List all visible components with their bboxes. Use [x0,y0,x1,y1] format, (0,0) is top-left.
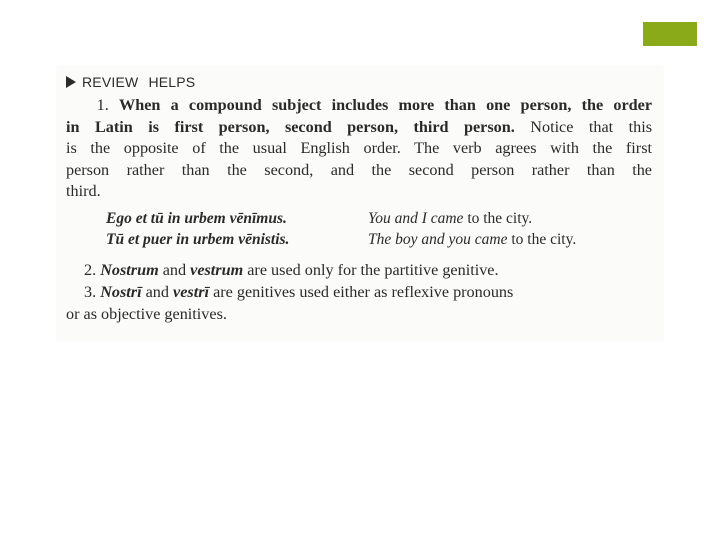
point-3-number: 3. [84,283,97,301]
point-3-line-2: or as objective genitives. [66,304,227,323]
point-3-line-1: 3. Nostrī and vestrī are genitives used either as reflexive pronouns [84,283,514,301]
point-2-paragraph: 2. Nostrum and vestrum are used only for the partitive genitive. [84,261,499,279]
point-1-line-1 [66,95,652,117]
point-1-line-2 [66,117,652,139]
point-3-rest: are genitives used either as reflexive pronouns [213,283,514,301]
point-3-term-nostri: Nostrī [100,283,142,301]
point-2-term-vestrum: vestrum [190,261,244,279]
header-word-helps: HELPS [148,74,196,90]
point-2-rest: are used only for the partitive genitive. [247,261,499,279]
example-english: You and I came to the city. [368,210,533,227]
review-helps-header [66,74,195,90]
point-2-term-nostrum: Nostrum [100,261,159,279]
point-1-number: 1. [96,96,109,114]
point-3-term-vestri: vestrī [173,283,210,301]
point-1-line-3: is the opposite of the usual English order. The verb agrees with the first [66,139,652,157]
accent-square [643,22,697,46]
point-1-paragraph [66,95,652,203]
example-latin: Tū et puer in urbem vēnistis. [106,231,290,248]
example-latin: Ego et tū in urbem vēnīmus. [106,210,287,227]
point-1-line-2-bold: in Latin is first person, second person, third person. [66,117,515,136]
point-1-line-5: third. [66,182,101,200]
point-3-paragraph [66,282,652,325]
point-2-number: 2. [84,261,97,279]
play-triangle-icon [66,76,76,88]
example-english: The boy and you came to the city. [368,231,577,248]
point-1-line-1-text: When a compound subject includes more than one person, the order [119,96,653,114]
header-word-review: REVIEW [82,74,139,90]
point-1-line-4: person rather than the second, and the second person rather than the [66,160,652,179]
point-1-line-2-rest: Notice that this [530,117,653,136]
